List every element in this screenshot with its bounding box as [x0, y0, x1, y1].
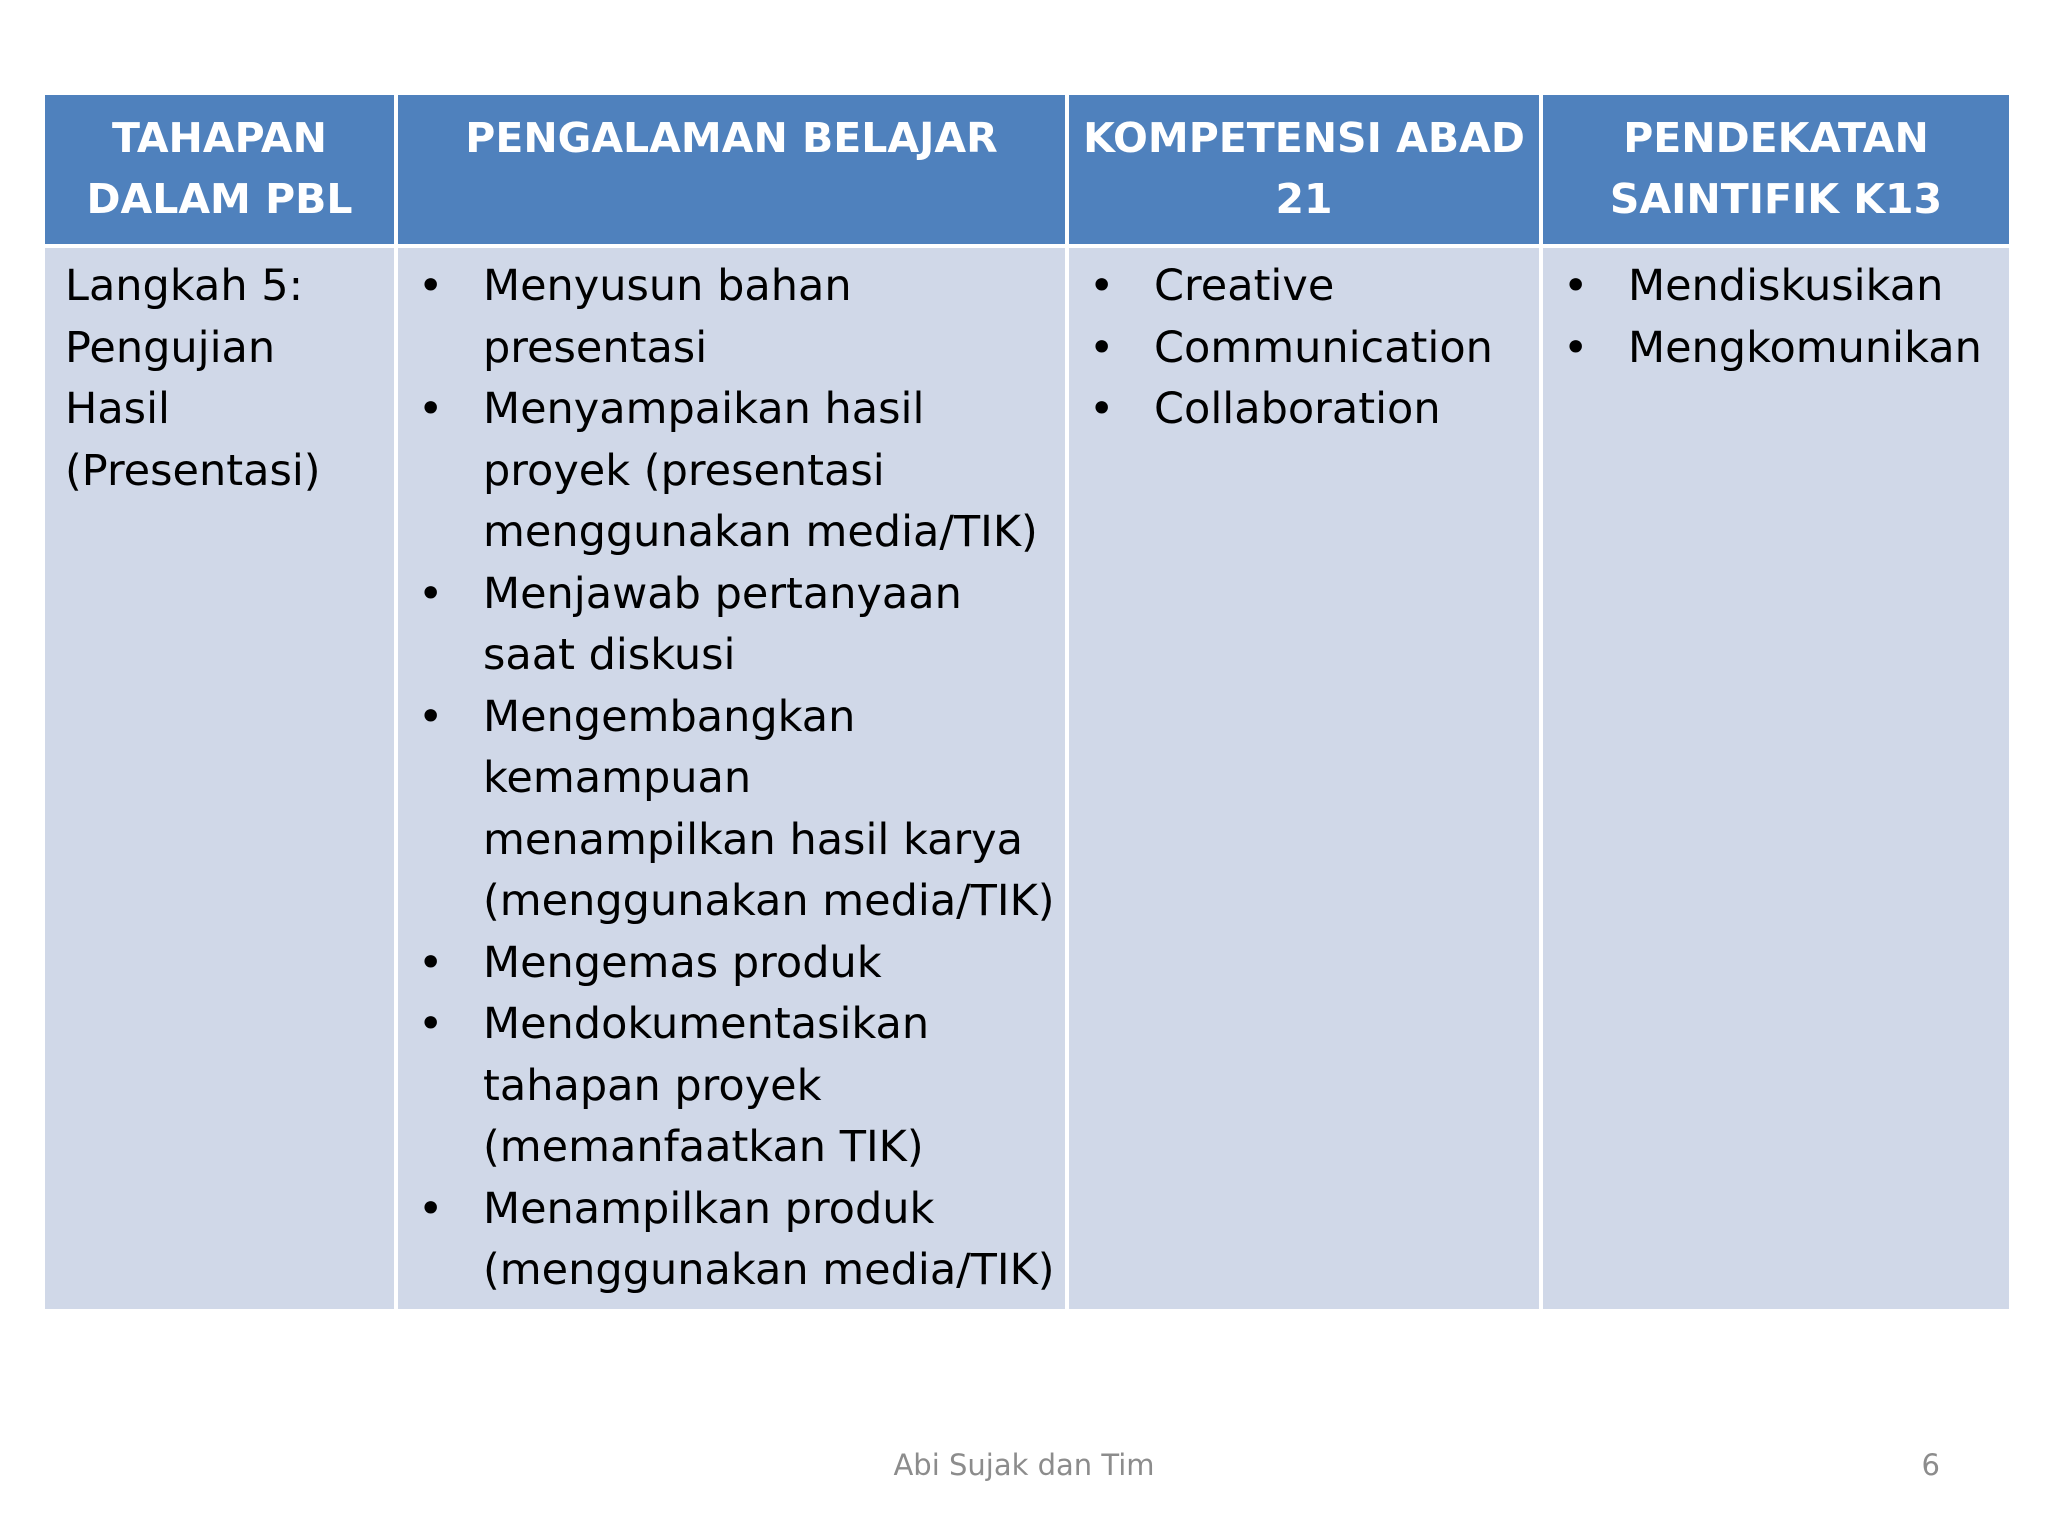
- list-item-text: Menjawab pertanyaan saat diskusi: [483, 568, 962, 680]
- stage-line: Langkah 5:: [65, 261, 304, 311]
- bullet-icon: •: [418, 261, 444, 311]
- competency-list: [1069, 256, 1539, 441]
- header-pengalaman-belajar: PENGALAMAN BELAJAR: [396, 93, 1067, 246]
- learning-experience-list: [398, 256, 1065, 1302]
- bullet-icon: •: [418, 384, 444, 434]
- list-item-text: Menyampaikan hasil proyek (presentasi menggunakan media/TIK): [483, 384, 1038, 557]
- bullet-icon: •: [1563, 322, 1589, 373]
- pbl-table: [41, 91, 2013, 1313]
- bullet-icon: •: [1089, 261, 1115, 311]
- list-item-text: Menampilkan produk (menggunakan media/TIK): [483, 1183, 1055, 1295]
- bullet-icon: •: [1089, 322, 1115, 373]
- list-item: [398, 933, 1065, 995]
- header-tahapan: TAHAPAN DALAM PBL: [43, 93, 396, 246]
- list-item: [1069, 379, 1539, 441]
- footer-author: Abi Sujak dan Tim: [893, 1448, 1155, 1482]
- bullet-icon: •: [418, 568, 444, 619]
- list-item: [398, 687, 1065, 933]
- list-item-text: Collaboration: [1154, 384, 1441, 434]
- page-number: 6: [1921, 1448, 1940, 1482]
- list-item-text: Communication: [1154, 322, 1493, 373]
- stage-line: (Presentasi): [65, 445, 321, 496]
- list-item: [398, 994, 1065, 1179]
- list-item: [1069, 318, 1539, 380]
- list-item: [1543, 318, 2009, 380]
- stage-line: Hasil: [65, 384, 170, 434]
- list-item-text: Creative: [1154, 261, 1335, 311]
- list-item: [398, 564, 1065, 687]
- bullet-icon: •: [1563, 261, 1589, 311]
- list-item-text: Mendokumentasikan tahapan proyek (memanfaatkan TIK): [483, 999, 930, 1172]
- list-item: [398, 1179, 1065, 1302]
- competency-cell: [1067, 246, 1541, 1311]
- list-item: [398, 379, 1065, 564]
- stage-line: Pengujian: [65, 322, 276, 373]
- bullet-icon: •: [418, 1183, 444, 1234]
- table-header-row: [43, 93, 2011, 246]
- scientific-approach-list: [1543, 256, 2009, 379]
- list-item-text: Menyusun bahan presentasi: [483, 261, 852, 373]
- list-item-text: Mengemas produk: [483, 937, 882, 988]
- bullet-icon: •: [1089, 384, 1115, 434]
- header-kompetensi-abad-21: KOMPETENSI ABAD 21: [1067, 93, 1541, 246]
- header-pendekatan-saintifik: PENDEKATAN SAINTIFIK K13: [1541, 93, 2011, 246]
- scientific-approach-cell: [1541, 246, 2011, 1311]
- bullet-icon: •: [418, 691, 444, 742]
- list-item-text: Mendiskusikan: [1628, 261, 1944, 311]
- table-row: [43, 246, 2011, 1311]
- list-item: [398, 256, 1065, 379]
- bullet-icon: •: [418, 937, 444, 988]
- list-item: [1069, 256, 1539, 318]
- bullet-icon: •: [418, 999, 444, 1049]
- list-item: [1543, 256, 2009, 318]
- learning-experience-cell: [396, 246, 1067, 1311]
- stage-cell: [43, 246, 396, 1311]
- list-item-text: Mengembangkan kemampuan menampilkan hasil karya (menggunakan media/TIK): [483, 691, 1055, 926]
- list-item-text: Mengkomunikan: [1628, 322, 1982, 373]
